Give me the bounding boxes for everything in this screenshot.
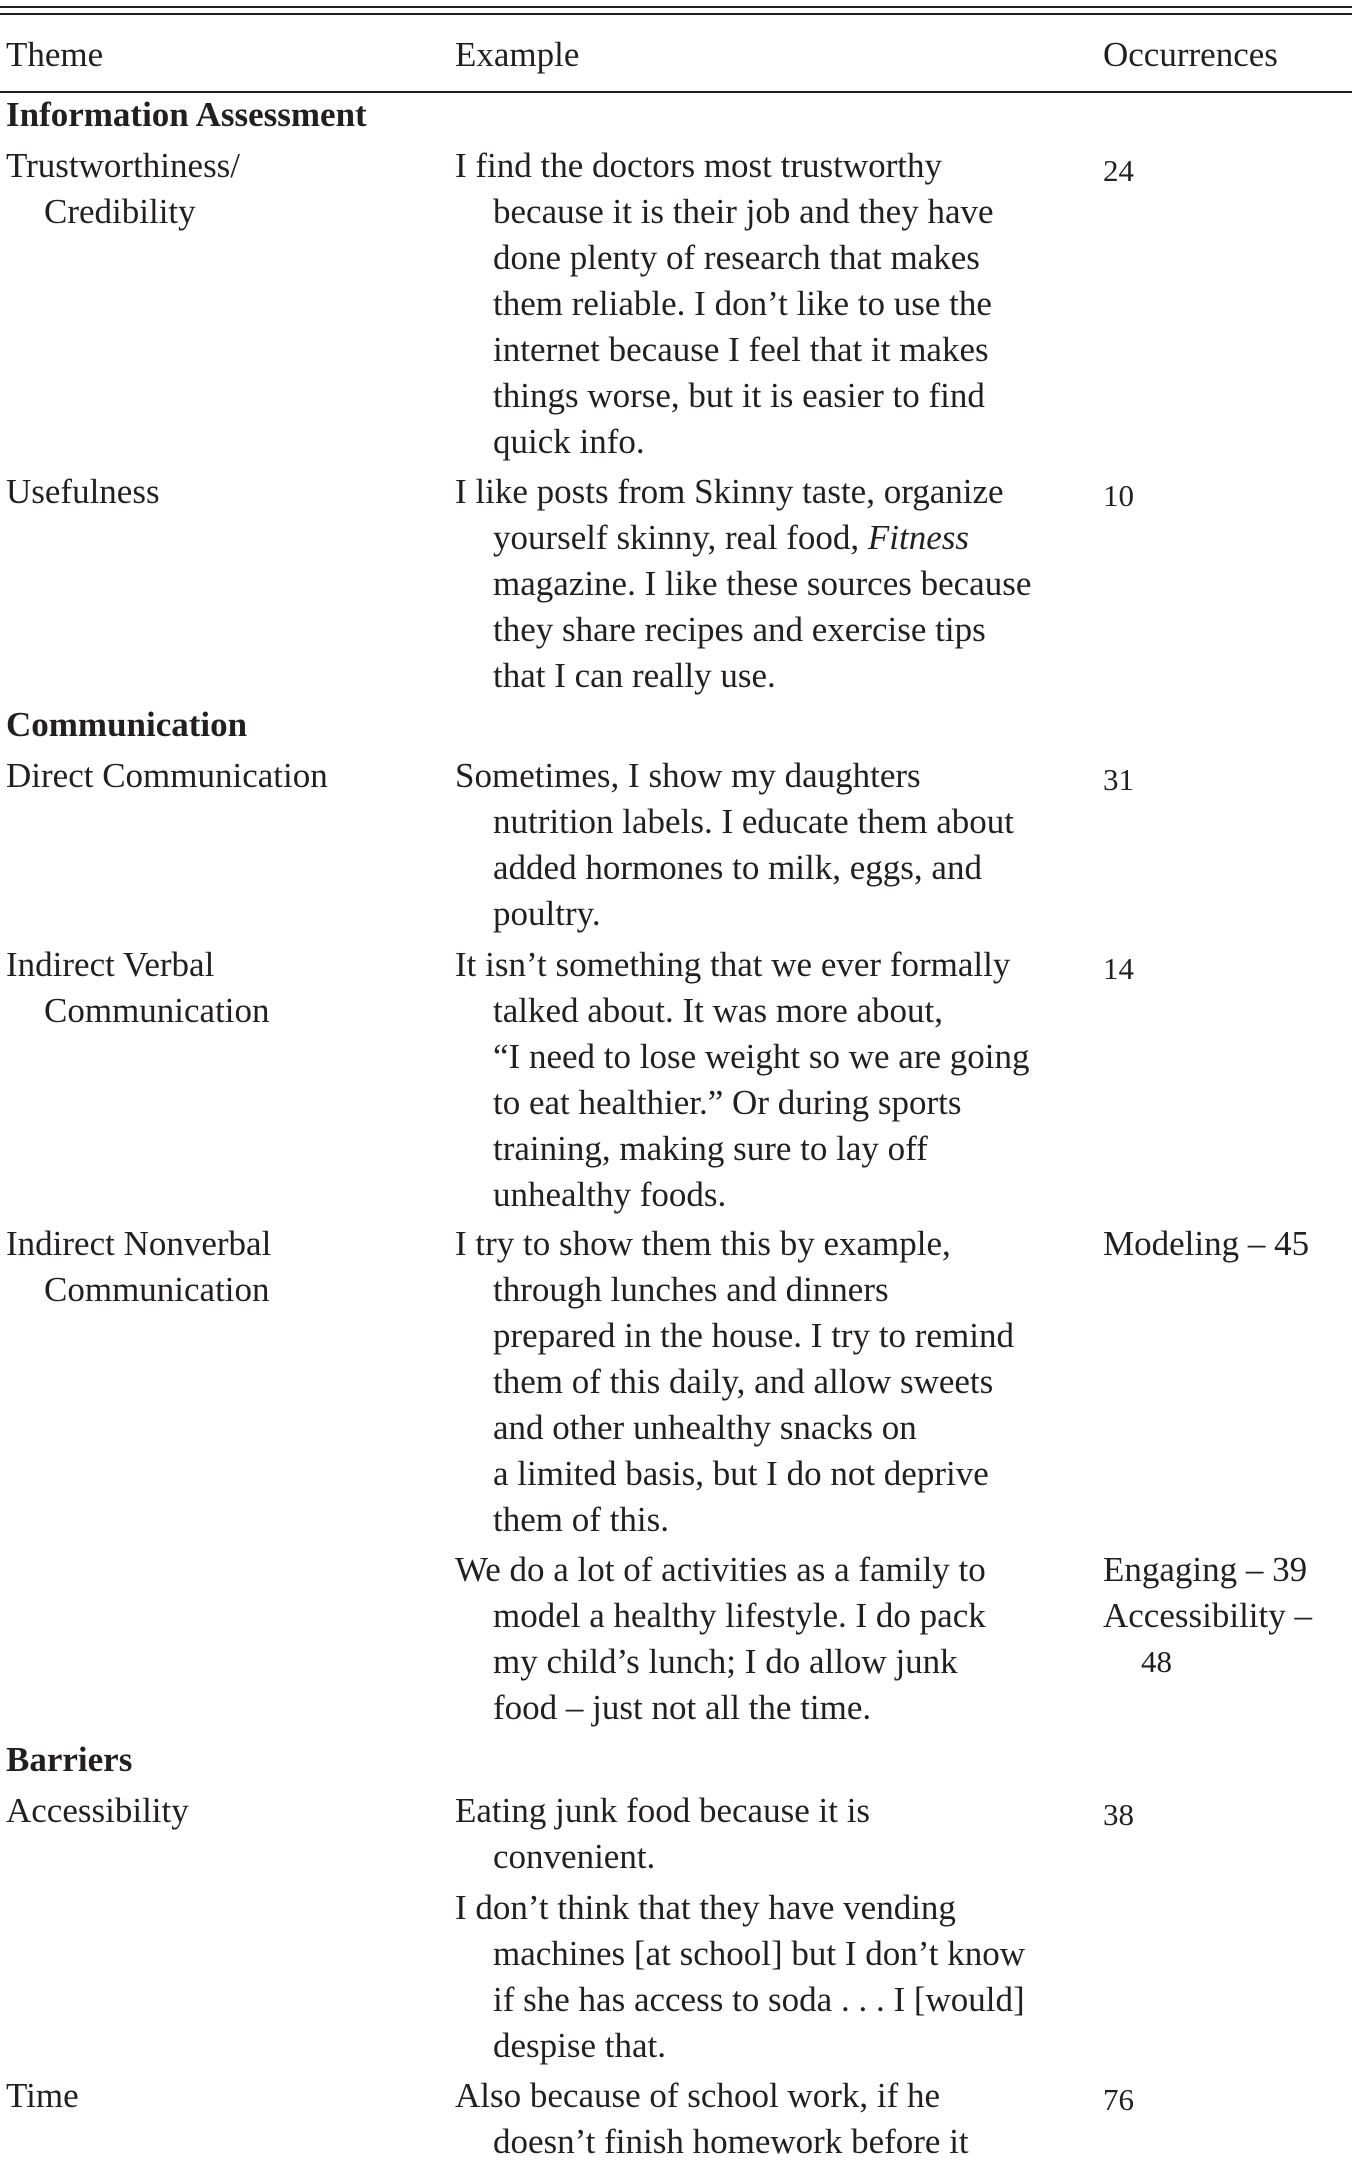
- example-indirect-verbal: [455, 942, 1030, 1218]
- example-italic-title: Fitness: [867, 518, 969, 557]
- example-line: that I can really use.: [493, 656, 776, 695]
- example-line: them of this daily, and allow sweets: [493, 1362, 994, 1401]
- theme-line: Communication: [44, 1270, 270, 1309]
- occ-time: 76: [1103, 2082, 1134, 2117]
- section-communication: Communication: [6, 705, 248, 744]
- header-example: Example: [455, 35, 580, 74]
- example-line: poultry.: [493, 894, 601, 933]
- example-line: machines [at school] but I don’t know: [493, 1934, 1026, 1973]
- theme-direct-communication: Direct Communication: [6, 756, 328, 795]
- occ-indirect-verbal: 14: [1103, 951, 1134, 986]
- example-line: training, making sure to lay off: [493, 1129, 928, 1168]
- example-line: my child’s lunch; I do allow junk: [493, 1642, 958, 1681]
- example-line: Eating junk food because it is: [455, 1791, 871, 1830]
- header-occurrences: Occurrences: [1103, 35, 1278, 74]
- occ-line: 48: [1141, 1644, 1172, 1679]
- example-line: quick info.: [493, 422, 645, 461]
- example-usefulness: [455, 469, 1031, 699]
- example-text: yourself skinny, real food,: [493, 518, 868, 557]
- example-line: Also because of school work, if he: [455, 2076, 941, 2115]
- occ-accessibility: 38: [1103, 1797, 1134, 1832]
- header-theme: Theme: [6, 35, 104, 74]
- example-line: internet because I feel that it makes: [493, 330, 989, 369]
- example-line: I like posts from Skinny taste, organize: [455, 472, 1004, 511]
- theme-indirect-verbal: [6, 942, 270, 1034]
- example-line: them reliable. I don’t like to use the: [493, 284, 992, 323]
- example-line: magazine. I like these sources because: [493, 564, 1032, 603]
- example-line: model a healthy lifestyle. I do pack: [493, 1596, 986, 1635]
- example-line: them of this.: [493, 1500, 669, 1539]
- example-indirect-nonverbal-1: [455, 1221, 1014, 1543]
- example-line: Sometimes, I show my daughters: [455, 756, 921, 795]
- example-line: because it is their job and they have: [493, 192, 994, 231]
- example-indirect-nonverbal-2: [455, 1547, 986, 1731]
- theme-indirect-nonverbal: [6, 1221, 271, 1313]
- example-line: to eat healthier.” Or during sports: [493, 1083, 962, 1122]
- example-line: prepared in the house. I try to remind: [493, 1316, 1014, 1355]
- theme-time: Time: [6, 2076, 79, 2115]
- theme-trustworthiness: [6, 143, 240, 235]
- example-line: We do a lot of activities as a family to: [455, 1550, 986, 1589]
- example-line: despise that.: [493, 2026, 667, 2065]
- example-line: added hormones to milk, eggs, and: [493, 848, 982, 887]
- example-line: doesn’t finish homework before it: [493, 2122, 969, 2161]
- section-barriers: Barriers: [6, 1740, 133, 1779]
- example-line: they share recipes and exercise tips: [493, 610, 986, 649]
- example-line: done plenty of research that makes: [493, 238, 980, 277]
- example-line: It isn’t something that we ever formally: [455, 945, 1011, 984]
- example-line: I try to show them this by example,: [455, 1224, 951, 1263]
- occ-direct-communication: 31: [1103, 762, 1134, 797]
- example-line: a limited basis, but I do not deprive: [493, 1454, 989, 1493]
- section-information-assessment: Information Assessment: [6, 95, 367, 134]
- theme-line: Trustworthiness/: [6, 146, 241, 185]
- occ-line: Engaging – 39: [1103, 1550, 1308, 1589]
- example-line: if she has access to soda . . . I [would]: [493, 1980, 1025, 2019]
- theme-usefulness: Usefulness: [6, 472, 160, 511]
- example-line: convenient.: [493, 1837, 656, 1876]
- example-time: [455, 2073, 969, 2165]
- theme-line: Indirect Nonverbal: [6, 1224, 272, 1263]
- example-line: and other unhealthy snacks on: [493, 1408, 917, 1447]
- theme-line: Indirect Verbal: [6, 945, 215, 984]
- theme-line: Credibility: [44, 192, 196, 231]
- example-trustworthiness: [455, 143, 994, 465]
- theme-line: Communication: [44, 991, 270, 1030]
- theme-accessibility: Accessibility: [6, 1791, 189, 1830]
- example-line: [455, 515, 1031, 561]
- occ-line: Accessibility –: [1103, 1596, 1312, 1635]
- example-accessibility-2: [455, 1885, 1025, 2069]
- example-line: I find the doctors most trustworthy: [455, 146, 943, 185]
- example-line: I don’t think that they have vending: [455, 1888, 956, 1927]
- example-line: talked about. It was more about,: [493, 991, 944, 1030]
- example-accessibility-1: [455, 1788, 870, 1880]
- top-rule-2: [0, 13, 1352, 15]
- occ-usefulness: 10: [1103, 478, 1134, 513]
- top-rule-1: [0, 6, 1352, 8]
- example-line: things worse, but it is easier to find: [493, 376, 985, 415]
- example-line: unhealthy foods.: [493, 1175, 727, 1214]
- example-line: nutrition labels. I educate them about: [493, 802, 1014, 841]
- occ-modeling: Modeling – 45: [1103, 1224, 1310, 1263]
- occ-trustworthiness: 24: [1103, 153, 1134, 188]
- example-direct-communication: [455, 753, 1014, 937]
- example-line: “I need to lose weight so we are going: [493, 1037, 1030, 1076]
- example-line: food – just not all the time.: [493, 1688, 872, 1727]
- occ-engaging-accessibility: [1103, 1547, 1312, 1685]
- example-line: through lunches and dinners: [493, 1270, 889, 1309]
